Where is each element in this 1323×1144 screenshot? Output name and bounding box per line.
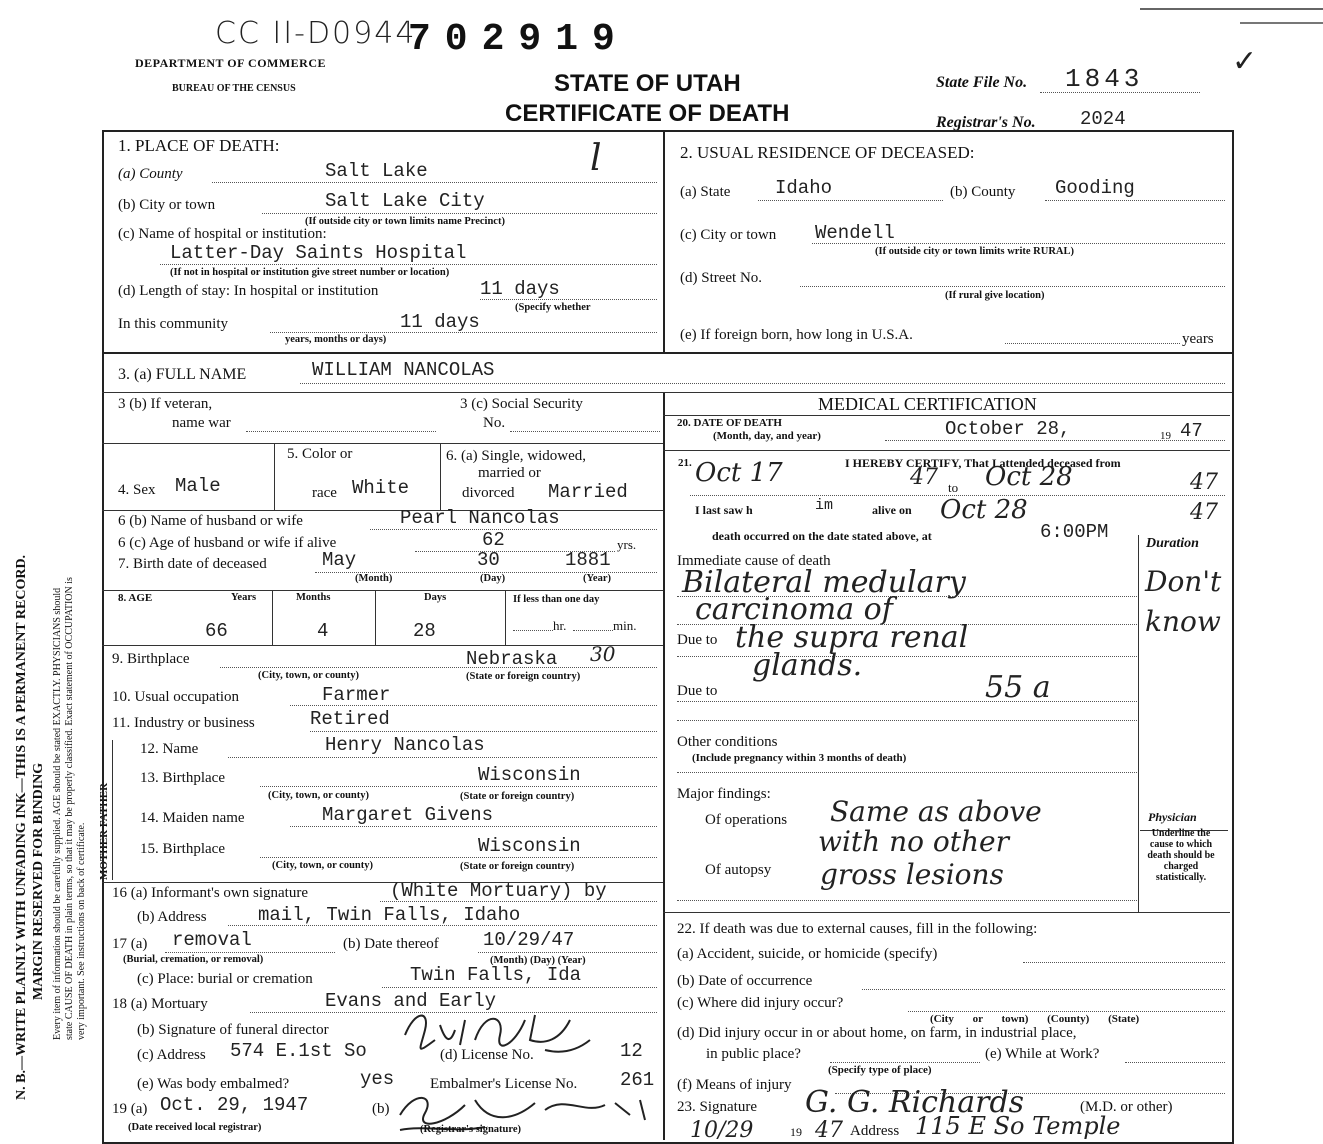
fill-line xyxy=(212,182,657,183)
race-label: race xyxy=(312,485,337,501)
fill-line xyxy=(290,826,657,827)
fill-line xyxy=(382,987,657,988)
fill-line xyxy=(1045,200,1225,201)
certificate-title: CERTIFICATE OF DEATH xyxy=(505,100,790,127)
spouse-value: Pearl Nancolas xyxy=(400,507,560,529)
res-state-label: (a) State xyxy=(680,184,731,200)
alive-on-value: Oct 28 xyxy=(940,495,1028,525)
fill-line xyxy=(573,630,613,631)
min-caption: min. xyxy=(613,618,637,633)
age-months-value: 4 xyxy=(317,620,329,642)
date-death-sub: (Month, day, and year) xyxy=(713,430,821,442)
fill-line xyxy=(262,213,657,214)
external-f-label: (f) Means of injury xyxy=(677,1077,792,1093)
fill-line xyxy=(677,772,1137,773)
margin-instruction-2: state CAUSE OF DEATH in plain terms, so that it may be properly classified. Exact statement of OCCUPATION is xyxy=(64,577,75,1040)
signature-suffix: (M.D. or other) xyxy=(1080,1099,1173,1115)
mother-city-caption: (City, town, or county) xyxy=(272,860,374,871)
row-divider xyxy=(663,415,1230,416)
alive-on-year: 47 xyxy=(1190,500,1218,525)
mother-birthplace-label: 15. Birthplace xyxy=(140,841,225,857)
last-saw-him: im xyxy=(815,497,834,514)
res-county-value: Gooding xyxy=(1055,177,1135,199)
father-city-caption: (City, town, or county) xyxy=(268,790,370,801)
external-heading: 22. If death was due to external causes, fill in the following: xyxy=(677,921,1038,937)
disposition-note: (Burial, cremation, or removal) xyxy=(123,954,264,965)
father-birthplace-label: 13. Birthplace xyxy=(140,770,225,786)
disposition-label: 17 (a) xyxy=(112,936,148,952)
bureau-label: BUREAU OF THE CENSUS xyxy=(172,83,296,94)
res-city-label: (c) City or town xyxy=(680,227,777,243)
major-findings-label: Major findings: xyxy=(677,786,771,802)
page-edge-line xyxy=(1140,8,1323,10)
funeral-director-label: (b) Signature of funeral director xyxy=(137,1022,329,1038)
cell-divider xyxy=(440,443,441,510)
county-value: Salt Lake xyxy=(325,160,428,182)
spouse-age-value: 62 xyxy=(482,529,505,551)
cause-line-5: 55 a xyxy=(985,670,1051,705)
father-name-label: 12. Name xyxy=(140,741,199,757)
spouse-label: 6 (b) Name of husband or wife xyxy=(118,513,303,529)
license-label: (d) License No. xyxy=(440,1047,534,1063)
physician-signature: G. G. Richards xyxy=(805,1085,1025,1120)
embalmed-label: (e) Was body embalmed? xyxy=(137,1076,290,1092)
cell-divider xyxy=(505,590,506,645)
date-death-prefix: 19 xyxy=(1160,430,1171,442)
external-d-label: (d) Did injury occur in or about home, on farm, in industrial place, xyxy=(677,1025,1077,1041)
cause-line-2: carcinoma of xyxy=(695,592,893,627)
birth-day-caption: (Day) xyxy=(480,573,506,584)
birthplace-mark: 30 xyxy=(590,642,616,666)
duration-label: Duration xyxy=(1146,536,1199,551)
burial-place-label: (c) Place: burial or cremation xyxy=(137,971,313,987)
birth-month-value: May xyxy=(322,549,357,571)
disposition-date-note: (Month) (Day) (Year) xyxy=(490,955,586,966)
row-divider xyxy=(102,645,663,646)
fill-line xyxy=(677,720,1137,721)
attend-from-value: Oct 17 xyxy=(695,458,783,488)
attend-from-year: 47 xyxy=(910,465,938,490)
ss-sub-label: No. xyxy=(483,415,506,431)
fill-line xyxy=(300,383,1225,384)
duration-value-1: Don't xyxy=(1145,565,1222,598)
signature-date: 10/29 xyxy=(690,1118,754,1143)
margin-note-ink: N. B.—WRITE PLAINLY WITH UNFADING INK—THIS IS A PERMANENT RECORD. xyxy=(14,554,29,1100)
certify-label: I HEREBY CERTIFY, That I attended deceased from xyxy=(845,456,1121,470)
due-to-label-1: Due to xyxy=(677,632,718,648)
stay-value: 11 days xyxy=(480,278,560,300)
res-foreign-label: (e) If foreign born, how long in U.S.A. xyxy=(680,327,913,343)
embalmed-value: yes xyxy=(360,1068,395,1090)
res-county-label: (b) County xyxy=(950,184,1016,200)
registrar-value: 2024 xyxy=(1080,108,1126,130)
certify-number: 21. xyxy=(678,457,692,469)
stamp-number: 702919 xyxy=(408,18,629,61)
attend-to-value: Oct 28 xyxy=(985,462,1073,492)
external-d-label-2: in public place? xyxy=(706,1046,801,1062)
hospital-value: Latter-Day Saints Hospital xyxy=(170,242,467,264)
informant-address-value: mail, Twin Falls, Idaho xyxy=(258,904,521,926)
color-label: 5. Color or xyxy=(287,446,353,462)
res-city-value: Wendell xyxy=(815,222,895,244)
operations-value-1: Same as above xyxy=(830,795,1042,828)
registrar-signature-label: (b) xyxy=(372,1101,390,1117)
community-label: In this community xyxy=(118,316,228,332)
res-street-label: (d) Street No. xyxy=(680,270,763,286)
city-label: (b) City or town xyxy=(118,197,216,213)
fill-line xyxy=(1005,343,1180,344)
row-divider xyxy=(663,912,1230,913)
father-state-caption: (State or foreign country) xyxy=(460,791,575,802)
fill-line xyxy=(862,989,1225,990)
city-value: Salt Lake City xyxy=(325,190,485,212)
veteran-sub-label: name war xyxy=(172,415,231,431)
disposition-date-label: (b) Date thereof xyxy=(343,936,439,952)
cell-divider xyxy=(272,590,273,645)
attend-to-label: to xyxy=(948,480,959,495)
hr-caption: hr. xyxy=(553,618,567,633)
less-than-day-caption: If less than one day xyxy=(513,594,600,605)
spouse-age-label: 6 (c) Age of husband or wife if alive xyxy=(118,535,337,551)
external-b-label: (b) Date of occurrence xyxy=(677,973,813,989)
birth-date-label: 7. Birth date of deceased xyxy=(118,556,267,572)
medical-cert-heading: MEDICAL CERTIFICATION xyxy=(818,394,1037,414)
stay-note: (Specify whether xyxy=(515,302,591,313)
cause-line-4: glands. xyxy=(752,648,863,683)
autopsy-value: gross lesions xyxy=(820,858,1004,891)
fill-line xyxy=(513,630,553,631)
immediate-cause-label: Immediate cause of death xyxy=(677,553,831,569)
community-note: years, months or days) xyxy=(285,334,387,345)
fill-line xyxy=(758,200,943,201)
occupation-value: Farmer xyxy=(322,684,391,706)
duration-value-2: know xyxy=(1145,605,1221,638)
attend-to-year: 47 xyxy=(1190,470,1218,495)
parent-bracket xyxy=(112,740,113,880)
signature-address-value: 115 E So Temple xyxy=(915,1112,1121,1140)
fill-line xyxy=(830,1062,980,1063)
row-divider xyxy=(102,590,663,591)
physician-box-note: Underline the cause to which death should be charged statistically. xyxy=(1147,828,1215,883)
fill-line xyxy=(677,701,1137,702)
informant-address-label: (b) Address xyxy=(137,909,207,925)
fill-line xyxy=(160,264,657,265)
column-divider xyxy=(663,392,665,1140)
mortuary-address-value: 574 E.1st So xyxy=(230,1040,367,1062)
disposition-date-value: 10/29/47 xyxy=(483,929,575,951)
birthplace-state-caption: (State or foreign country) xyxy=(466,671,581,682)
cell-divider xyxy=(375,590,376,645)
sex-value: Male xyxy=(175,475,221,497)
date-received-label: 19 (a) xyxy=(112,1101,148,1117)
fill-line xyxy=(908,1011,1225,1012)
fill-line xyxy=(478,952,657,953)
page-edge-line xyxy=(1240,22,1323,24)
fill-line xyxy=(1125,1062,1225,1063)
mortuary-address-label: (c) Address xyxy=(137,1047,206,1063)
ss-label: 3 (c) Social Security xyxy=(460,396,583,412)
row-divider xyxy=(102,392,1232,393)
fill-line xyxy=(246,431,436,432)
column-divider xyxy=(663,130,665,352)
physician-box-label: Physician xyxy=(1148,810,1197,824)
age-label: 8. AGE xyxy=(118,592,153,604)
external-c-label: (c) Where did injury occur? xyxy=(677,995,844,1011)
fill-line xyxy=(310,731,657,732)
birth-year-caption: (Year) xyxy=(583,573,611,584)
external-c-note: (City or town) (County) (State) xyxy=(930,1013,1140,1025)
department-label: DEPARTMENT OF COMMERCE xyxy=(135,56,327,70)
residence-heading: 2. USUAL RESIDENCE OF DECEASED: xyxy=(680,143,975,162)
embalmer-license-value: 261 xyxy=(620,1069,655,1091)
mother-state-caption: (State or foreign country) xyxy=(460,861,575,872)
marital-label-3: divorced xyxy=(462,485,515,501)
cause-line-3: the supra renal xyxy=(735,620,969,655)
row-divider xyxy=(663,450,1230,451)
date-death-value: October 28, xyxy=(945,418,1071,440)
signature-address-label: Address xyxy=(850,1123,900,1139)
state-title: STATE OF UTAH xyxy=(554,70,741,97)
age-years-caption: Years xyxy=(231,592,257,603)
row-divider xyxy=(102,443,663,444)
operations-value-2: with no other xyxy=(818,825,1009,858)
res-street-note: (If rural give location) xyxy=(945,290,1045,301)
last-saw-label: I last saw h xyxy=(695,503,753,517)
row-divider xyxy=(102,510,663,511)
res-city-note: (If outside city or town limits write RURAL) xyxy=(875,246,1074,257)
alive-on-label: alive on xyxy=(872,503,912,517)
place-of-death-heading: 1. PLACE OF DEATH: xyxy=(118,136,280,155)
fill-line xyxy=(885,440,1225,441)
spouse-age-unit: yrs. xyxy=(617,537,637,552)
mother-maiden-label: 14. Maiden name xyxy=(140,810,245,826)
margin-instruction-3: very important. See instructions on back of certificate. xyxy=(76,822,87,1040)
external-e-label: (e) While at Work? xyxy=(985,1046,1100,1062)
operations-label: Of operations xyxy=(705,812,788,828)
registrar-signature-note: (Registrar's signature) xyxy=(420,1124,521,1135)
embalmer-license-label: Embalmer's License No. xyxy=(430,1076,578,1092)
birth-month-caption: (Month) xyxy=(355,573,393,584)
occupation-label: 10. Usual occupation xyxy=(112,689,240,705)
cell-divider xyxy=(274,443,275,510)
age-years-value: 66 xyxy=(205,620,228,642)
fill-line xyxy=(677,900,1137,901)
due-to-label-2: Due to xyxy=(677,683,718,699)
fill-line xyxy=(260,786,657,787)
external-a-label: (a) Accident, suicide, or homicide (specify) xyxy=(677,946,938,962)
marital-value: Married xyxy=(548,481,628,503)
burial-place-value: Twin Falls, Ida xyxy=(410,964,582,986)
fill-line xyxy=(677,656,1137,657)
full-name-label: 3. (a) FULL NAME xyxy=(118,366,247,383)
stay-label: (d) Length of stay: In hospital or institution xyxy=(118,283,379,299)
occurred-value: 6:00PM xyxy=(1040,521,1109,543)
industry-value: Retired xyxy=(310,708,390,730)
informant-signature-value: (White Mortuary) by xyxy=(390,880,607,902)
county-label: (a) County xyxy=(118,166,183,182)
margin-instruction-1: Every item of information should be carefully supplied. AGE should be stated EXACTLY. PHYSICIANS should xyxy=(52,587,63,1040)
age-months-caption: Months xyxy=(296,592,331,603)
date-death-label: 20. DATE OF DEATH xyxy=(677,417,782,429)
occurred-label: death occurred on the date stated above, at xyxy=(712,529,932,543)
state-file-label: State File No. xyxy=(936,74,1028,91)
autopsy-label: Of autopsy xyxy=(705,862,772,878)
marital-label-1: 6. (a) Single, widowed, xyxy=(446,448,586,464)
res-state-value: Idaho xyxy=(775,177,833,199)
father-birthplace-value: Wisconsin xyxy=(478,764,581,786)
birthplace-label: 9. Birthplace xyxy=(112,651,190,667)
state-file-value: 1843 xyxy=(1065,64,1144,94)
city-note: (If outside city or town limits name Precinct) xyxy=(305,216,505,227)
handwritten-mark: l xyxy=(590,138,602,179)
birthplace-city-caption: (City, town, or county) xyxy=(258,670,360,681)
fill-line xyxy=(800,286,1225,287)
fill-line xyxy=(510,431,660,432)
marital-label-2: married or xyxy=(478,465,541,481)
fill-line xyxy=(165,952,335,953)
check-mark: ✓ xyxy=(1232,44,1258,79)
signature-date-prefix: 19 xyxy=(790,1125,802,1139)
mother-birthplace-value: Wisconsin xyxy=(478,835,581,857)
birth-year-value: 1881 xyxy=(565,549,611,571)
license-value: 12 xyxy=(620,1040,643,1062)
external-d-note: (Specify type of place) xyxy=(828,1064,932,1076)
date-received-note: (Date received local registrar) xyxy=(128,1122,262,1133)
community-value: 11 days xyxy=(400,311,480,333)
industry-label: 11. Industry or business xyxy=(112,715,255,731)
res-foreign-unit: years xyxy=(1182,331,1214,347)
mortuary-value: Evans and Early xyxy=(325,990,497,1012)
mother-maiden-value: Margaret Givens xyxy=(322,804,494,826)
disposition-value: removal xyxy=(172,929,252,951)
race-value: White xyxy=(352,477,410,499)
full-name-value: WILLIAM NANCOLAS xyxy=(312,359,495,381)
mortuary-label: 18 (a) Mortuary xyxy=(112,996,208,1012)
other-conditions-label: Other conditions xyxy=(677,734,778,750)
sex-label: 4. Sex xyxy=(118,482,156,498)
date-received-value: Oct. 29, 1947 xyxy=(160,1094,309,1116)
fill-line xyxy=(220,667,657,668)
signature-label: 23. Signature xyxy=(677,1099,757,1115)
registrar-label: Registrar's No. xyxy=(936,114,1036,131)
signature-date-year: 47 xyxy=(815,1118,843,1143)
section-divider xyxy=(102,352,1232,354)
other-conditions-note: (Include pregnancy within 3 months of death) xyxy=(692,752,907,764)
birth-day-value: 30 xyxy=(477,549,500,571)
hospital-label: (c) Name of hospital or institution: xyxy=(118,226,327,242)
father-name-value: Henry Nancolas xyxy=(325,734,485,756)
veteran-label: 3 (b) If veteran, xyxy=(118,396,213,412)
fill-line xyxy=(370,529,657,530)
handwritten-file-code: CC II-D0944 xyxy=(215,16,417,51)
duration-column-divider xyxy=(1138,535,1139,912)
informant-signature-label: 16 (a) Informant's own signature xyxy=(112,885,308,901)
margin-binding-note: MARGIN RESERVED FOR BINDING xyxy=(31,762,46,1000)
fill-line xyxy=(260,857,657,858)
date-death-year: 47 xyxy=(1180,420,1203,442)
hospital-note: (If not in hospital or institution give street number or location) xyxy=(170,267,450,278)
cause-line-1: Bilateral medulary xyxy=(682,565,966,600)
fill-line xyxy=(228,757,657,758)
fill-line xyxy=(1023,962,1225,963)
age-days-value: 28 xyxy=(413,620,436,642)
mother-father-label: MOTHER FATHER xyxy=(98,782,110,880)
age-days-caption: Days xyxy=(424,592,447,603)
birthplace-value: Nebraska xyxy=(466,648,558,670)
